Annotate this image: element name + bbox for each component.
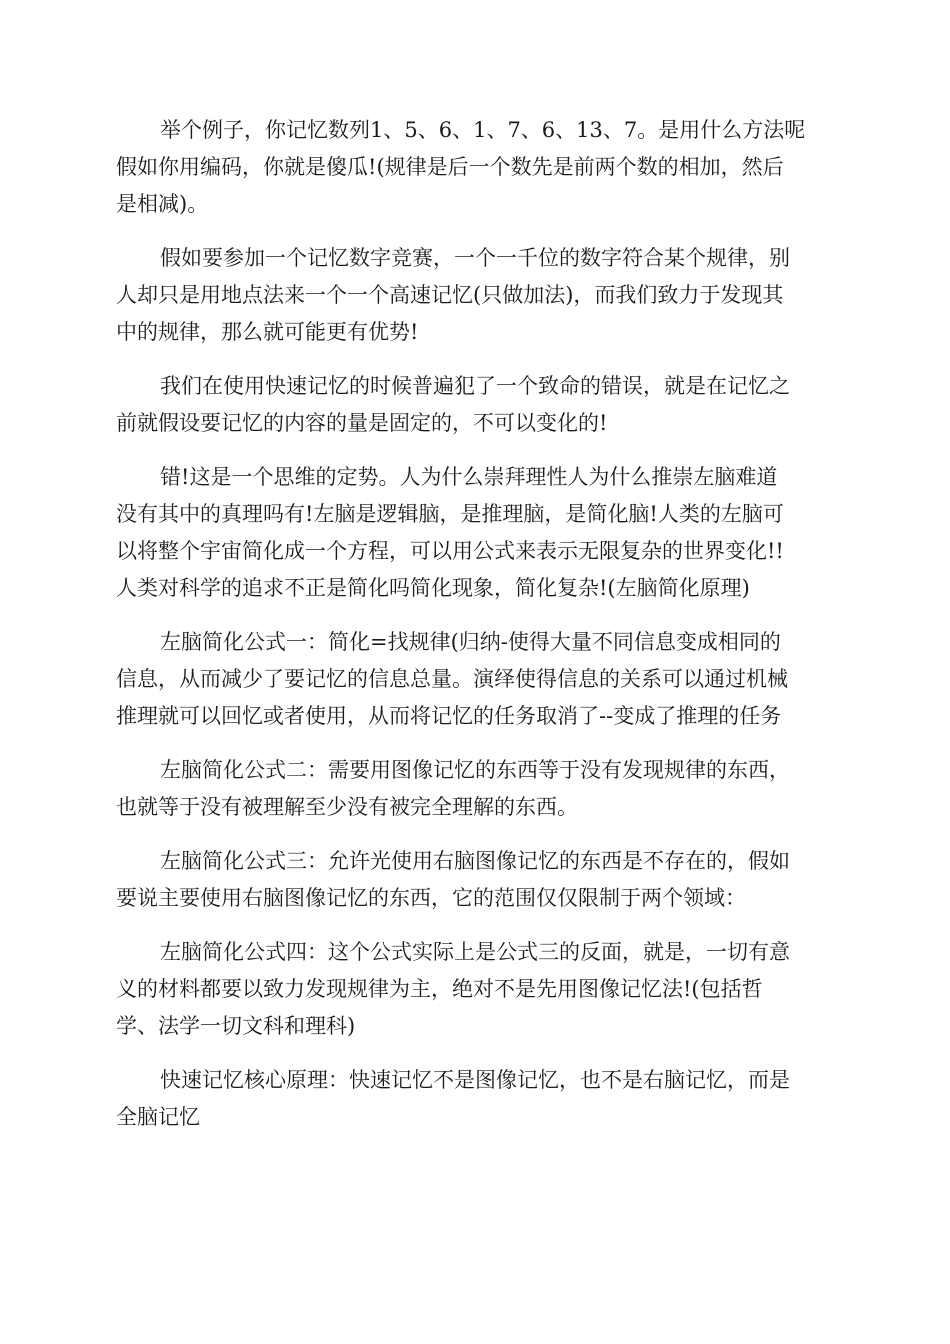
paragraph-line: 以将整个宇宙简化成一个方程，可以用公式来表示无限复杂的世界变化!!: [116, 539, 784, 563]
paragraph-line: 学、法学一切文科和理科): [116, 1014, 356, 1038]
paragraph-line: 推理就可以回忆或者使用，从而将记忆的任务取消了--变成了推理的任务: [116, 704, 782, 728]
paragraph-line: 义的材料都要以致力发现规律为主，绝对不是先用图像记忆法!(包括哲: [116, 977, 763, 1001]
paragraph-line: 人类对科学的追求不正是简化吗简化现象，简化复杂!(左脑简化原理): [116, 576, 750, 600]
paragraph-line: 没有其中的真理吗有!左脑是逻辑脑，是推理脑，是简化脑!人类的左脑可: [116, 502, 784, 526]
document-body: [116, 112, 834, 1153]
paragraph-formula-three: [116, 843, 834, 917]
paragraph-line: 是相减)。: [116, 192, 209, 216]
paragraph-line: 左脑简化公式二：需要用图像记忆的东西等于没有发现规律的东西，: [160, 758, 790, 782]
paragraph-line: 快速记忆核心原理：快速记忆不是图像记忆，也不是右脑记忆，而是: [160, 1068, 790, 1092]
paragraph-line: 假如要参加一个记忆数字竞赛，一个一千位的数字符合某个规律，别: [160, 246, 790, 270]
paragraph-line: 左脑简化公式一：简化=找规律(归纳-使得大量不同信息变成相同的: [160, 630, 781, 654]
paragraph-line: 要说主要使用右脑图像记忆的东西，它的范围仅仅限制于两个领域：: [116, 886, 746, 910]
paragraph-line: 中的规律，那么就可能更有优势!: [116, 320, 419, 344]
paragraph-line: 我们在使用快速记忆的时候普遍犯了一个致命的错误，就是在记忆之: [160, 374, 790, 398]
paragraph-line: 前就假设要记忆的内容的量是固定的，不可以变化的!: [116, 411, 608, 435]
paragraph-core-principle: [116, 1062, 834, 1136]
paragraph-line: 人却只是用地点法来一个一个高速记忆(只做加法)，而我们致力于发现其: [116, 283, 784, 307]
paragraph-line: 全脑记忆: [116, 1105, 200, 1129]
paragraph-number-sequence-example: [116, 112, 834, 223]
paragraph-line: 左脑简化公式三：允许光使用右脑图像记忆的东西是不存在的，假如: [160, 849, 790, 873]
paragraph-line: 假如你用编码，你就是傻瓜!(规律是后一个数先是前两个数的相加，然后: [116, 155, 784, 179]
paragraph-line: 错!这是一个思维的定势。人为什么崇拜理性人为什么推崇左脑难道: [160, 465, 778, 489]
paragraph-formula-two: [116, 752, 834, 826]
paragraph-formula-one: [116, 624, 834, 735]
paragraph-memory-competition: [116, 240, 834, 351]
paragraph-line: 举个例子，你记忆数列1、5、6、1、7、6、13、7。是用什么方法呢: [160, 118, 806, 142]
paragraph-line: 也就等于没有被理解至少没有被完全理解的东西。: [116, 795, 578, 819]
paragraph-line: 左脑简化公式四：这个公式实际上是公式三的反面，就是，一切有意: [160, 940, 790, 964]
paragraph-line: 信息，从而减少了要记忆的信息总量。演绎使得信息的关系可以通过机械: [116, 667, 788, 691]
paragraph-common-mistake: [116, 368, 834, 442]
paragraph-left-brain-simplification: [116, 459, 834, 607]
paragraph-formula-four: [116, 934, 834, 1045]
